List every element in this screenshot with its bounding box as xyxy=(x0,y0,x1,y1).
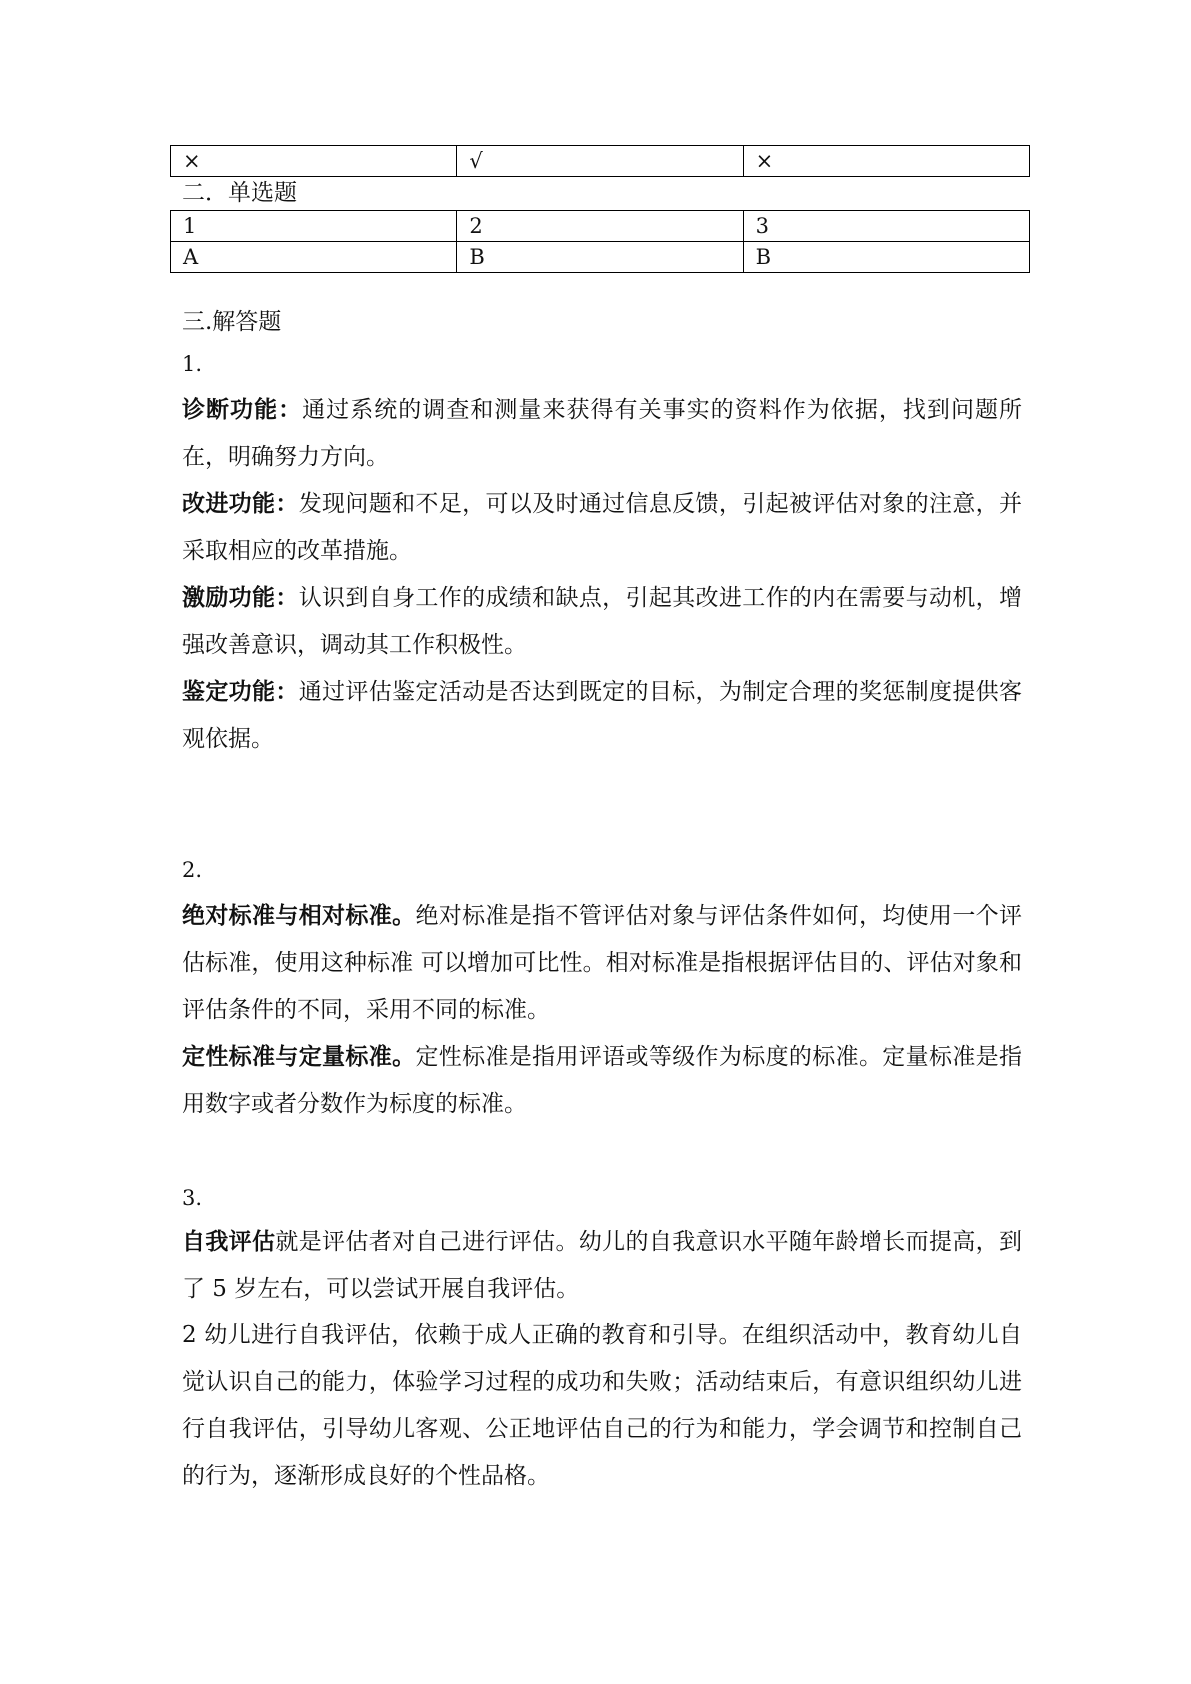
paragraph-text: 通过评估鉴定活动是否达到既定的目标，为制定合理的奖惩制度提供客观依据。 xyxy=(182,679,1023,752)
section2-title: 二．单选题 xyxy=(182,180,297,206)
table-cell: B xyxy=(743,242,1029,273)
section3-title: 三.解答题 xyxy=(182,309,282,335)
table-cell: B xyxy=(457,242,743,273)
question-number: 2. xyxy=(182,858,203,882)
term: 自我评估 xyxy=(182,1228,276,1255)
paragraph-text: 认识到自身工作的成绩和缺点，引起其改进工作的内在需要与动机，增强改善意识，调动其工作积极性。 xyxy=(182,585,1023,658)
term: 改进功能： xyxy=(182,490,299,517)
term: 激励功能： xyxy=(182,584,299,611)
question-number: 1. xyxy=(182,352,203,376)
paragraph-text: 就是评估者对自己进行评估。幼儿的自我意识水平随年龄增长而提高，到了 5 岁左右，可以尝试开展自我评估。 xyxy=(182,1229,1023,1302)
paragraph xyxy=(182,668,1022,763)
table-cell: 3 xyxy=(743,211,1029,242)
paragraph xyxy=(182,1033,1022,1128)
table-cell: × xyxy=(171,146,457,177)
paragraph-text: 发现问题和不足，可以及时通过信息反馈，引起被评估对象的注意，并采取相应的改革措施。 xyxy=(182,491,1023,564)
term: 鉴定功能： xyxy=(182,678,299,705)
table-cell: 1 xyxy=(171,211,457,242)
paragraph xyxy=(182,1218,1022,1313)
table-cell: 2 xyxy=(457,211,743,242)
single-choice-answer-table xyxy=(170,210,1030,273)
question-number: 3. xyxy=(182,1186,203,1210)
paragraph-text: 定性标准是指用评语或等级作为标度的标准。定量标准是指用数字或者分数作为标度的标准。 xyxy=(182,1044,1023,1117)
true-false-answer-table xyxy=(170,145,1030,177)
paragraph xyxy=(182,480,1022,575)
term: 绝对标准与相对标准。 xyxy=(182,902,416,929)
term: 定性标准与定量标准。 xyxy=(182,1043,416,1070)
paragraph xyxy=(182,574,1022,669)
paragraph xyxy=(182,386,1022,481)
table-cell: √ xyxy=(457,146,743,177)
table-row xyxy=(171,146,1030,177)
table-row xyxy=(171,242,1030,273)
paragraph xyxy=(182,892,1022,1034)
term: 诊断功能： xyxy=(182,396,303,423)
table-cell: × xyxy=(743,146,1029,177)
table-row xyxy=(171,211,1030,242)
table-cell: A xyxy=(171,242,457,273)
paragraph-text: 通过系统的调查和测量来获得有关事实的资料作为依据，找到问题所在，明确努力方向。 xyxy=(182,397,1023,470)
paragraph: 2 幼儿进行自我评估，依赖于成人正确的教育和引导。在组织活动中，教育幼儿自觉认识自己的能力，体验学习过程的成功和失败；活动结束后，有意识组织幼儿进行自我评估，引导幼儿客观、公正地评估自己的行为和能力，学会调节和控制自己的行为，逐渐形成良好的个性品格。 xyxy=(182,1322,1022,1489)
paragraph-text: 绝对标准是指不管评估对象与评估条件如何，均使用一个评估标准，使用这种标准 可以增加可比性。相对标准是指根据评估目的、评估对象和评估条件的不同，采用不同的标准。 xyxy=(182,903,1023,1023)
